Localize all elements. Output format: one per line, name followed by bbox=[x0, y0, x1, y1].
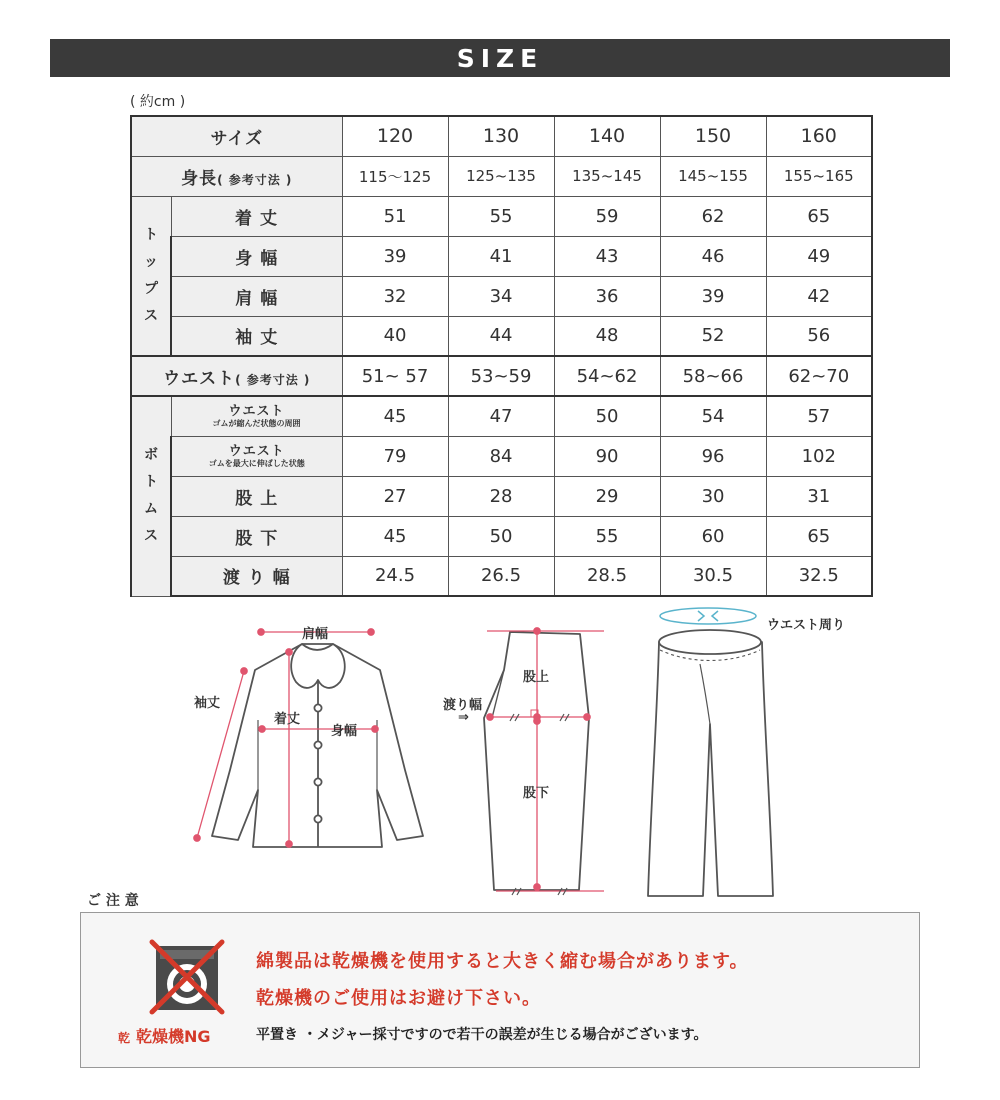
row-label: 着 丈 bbox=[171, 196, 342, 236]
section-char: プ bbox=[144, 280, 158, 297]
body-width-label: 身幅 bbox=[331, 724, 358, 739]
table-cell: 41 bbox=[448, 236, 554, 276]
row-label: 肩 幅 bbox=[171, 276, 342, 316]
garment-illustrations bbox=[0, 600, 1000, 910]
table-cell: 50 bbox=[448, 516, 554, 556]
waist-ref: ( 参考寸法 ) bbox=[235, 372, 311, 387]
table-cell: 43 bbox=[554, 236, 660, 276]
size-header-label: サイズ bbox=[131, 116, 342, 156]
table-cell: 29 bbox=[554, 476, 660, 516]
row-label: 股 下 bbox=[171, 516, 342, 556]
table-cell: 50 bbox=[554, 396, 660, 436]
table-cell: 54 bbox=[660, 396, 766, 436]
table-cell: 48 bbox=[554, 316, 660, 356]
table-row bbox=[131, 236, 872, 276]
table-cell: 57 bbox=[766, 396, 872, 436]
height-label: 身長 bbox=[181, 168, 218, 189]
table-cell: 24.5 bbox=[342, 556, 448, 596]
table-cell: 52 bbox=[660, 316, 766, 356]
table-cell: 59 bbox=[554, 196, 660, 236]
table-cell: 40 bbox=[342, 316, 448, 356]
table-cell: 125~135 bbox=[448, 156, 554, 196]
height-ref: ( 参考寸法 ) bbox=[217, 172, 293, 187]
table-cell: 44 bbox=[448, 316, 554, 356]
table-cell: 51 bbox=[342, 196, 448, 236]
table-cell: 36 bbox=[554, 276, 660, 316]
table-row bbox=[131, 396, 872, 436]
table-cell: 32 bbox=[342, 276, 448, 316]
table-cell: 54~62 bbox=[554, 356, 660, 396]
waist-around-arrow bbox=[660, 608, 756, 624]
notice-title: ご 注 意 bbox=[87, 893, 139, 909]
table-row bbox=[131, 436, 872, 476]
pants-3d-illustration bbox=[648, 630, 773, 896]
table-cell: 46 bbox=[660, 236, 766, 276]
table-cell: 28 bbox=[448, 476, 554, 516]
table-cell: 32.5 bbox=[766, 556, 872, 596]
table-cell: 45 bbox=[342, 516, 448, 556]
size-header-cell: 150 bbox=[660, 116, 766, 156]
banner-title: SIZE bbox=[456, 43, 544, 73]
height-row-label bbox=[131, 156, 342, 196]
notice-line-1: 綿製品は乾燥機を使用すると大きく縮む場合があります。 bbox=[256, 951, 749, 972]
table-row bbox=[131, 316, 872, 356]
table-cell: 30 bbox=[660, 476, 766, 516]
dryer-ng-symbol: 乾 bbox=[118, 1031, 131, 1045]
section-char: ト bbox=[144, 474, 158, 491]
table-cell: 90 bbox=[554, 436, 660, 476]
size-header-cell: 130 bbox=[448, 116, 554, 156]
size-header-cell: 140 bbox=[554, 116, 660, 156]
waist-row-label bbox=[131, 356, 342, 396]
size-header-cell: 160 bbox=[766, 116, 872, 156]
shoulder-label: 肩幅 bbox=[302, 627, 329, 642]
section-char: ム bbox=[144, 501, 158, 518]
table-cell: 96 bbox=[660, 436, 766, 476]
table-cell: 55 bbox=[448, 196, 554, 236]
size-header-cell: 120 bbox=[342, 116, 448, 156]
table-row bbox=[131, 196, 872, 236]
table-cell: 34 bbox=[448, 276, 554, 316]
table-row bbox=[131, 276, 872, 316]
table-row bbox=[131, 356, 872, 396]
table-cell: 39 bbox=[660, 276, 766, 316]
table-row bbox=[131, 156, 872, 196]
section-char: ス bbox=[144, 528, 158, 545]
section-char: ボ bbox=[144, 447, 158, 464]
table-cell: 31 bbox=[766, 476, 872, 516]
unit-note: ( 約cm ) bbox=[130, 94, 186, 110]
dryer-ng-label bbox=[118, 1024, 211, 1047]
waist-label: ウエスト bbox=[163, 368, 236, 389]
row-label-sub: ゴムが縮んだ状態の周囲 bbox=[212, 418, 301, 428]
table-row bbox=[131, 476, 872, 516]
bottoms-section-label bbox=[131, 396, 171, 596]
table-cell: 51~ 57 bbox=[342, 356, 448, 396]
table-cell: 30.5 bbox=[660, 556, 766, 596]
row-label: 渡 り 幅 bbox=[171, 556, 342, 596]
row-label: 股 上 bbox=[171, 476, 342, 516]
waist-around-label: ウエスト周り bbox=[767, 618, 846, 633]
table-cell: 115〜125 bbox=[342, 156, 448, 196]
table-cell: 55 bbox=[554, 516, 660, 556]
table-cell: 60 bbox=[660, 516, 766, 556]
tops-section-label bbox=[131, 196, 171, 356]
table-cell: 27 bbox=[342, 476, 448, 516]
row-label-sub: ゴムを最大に伸ばした状態 bbox=[208, 458, 305, 468]
table-cell: 28.5 bbox=[554, 556, 660, 596]
notice-line-2: 乾燥機のご使用はお避け下さい。 bbox=[256, 988, 541, 1009]
table-cell: 56 bbox=[766, 316, 872, 356]
table-row bbox=[131, 556, 872, 596]
dryer-ng-text: 乾燥機NG bbox=[136, 1027, 211, 1046]
row-label: 袖 丈 bbox=[171, 316, 342, 356]
row-label-main: ウエスト bbox=[228, 443, 285, 459]
table-row bbox=[131, 516, 872, 556]
thigh-arrow: ⇒ bbox=[458, 710, 469, 725]
table-cell: 26.5 bbox=[448, 556, 554, 596]
table-cell: 155~165 bbox=[766, 156, 872, 196]
notice-line-3: 平置き ・メジャー採寸ですので若干の誤差が生じる場合がございます。 bbox=[256, 1027, 708, 1043]
table-cell: 58~66 bbox=[660, 356, 766, 396]
section-char: ッ bbox=[144, 253, 158, 270]
table-cell: 145~155 bbox=[660, 156, 766, 196]
sleeve-label: 袖丈 bbox=[194, 696, 221, 711]
table-cell: 62~70 bbox=[766, 356, 872, 396]
table-row bbox=[131, 116, 872, 156]
row-label bbox=[171, 396, 342, 436]
table-cell: 65 bbox=[766, 516, 872, 556]
table-cell: 49 bbox=[766, 236, 872, 276]
rise-label: 股上 bbox=[523, 670, 550, 685]
section-char: ト bbox=[144, 226, 158, 243]
row-label: 身 幅 bbox=[171, 236, 342, 276]
length-label: 着丈 bbox=[274, 712, 301, 727]
tumble-dryer-icon bbox=[148, 938, 226, 1016]
inseam-label: 股下 bbox=[523, 786, 550, 801]
thigh-label: 渡り幅 bbox=[443, 698, 483, 713]
table-cell: 53~59 bbox=[448, 356, 554, 396]
size-banner bbox=[50, 39, 950, 77]
section-char: ス bbox=[144, 307, 158, 324]
table-cell: 135~145 bbox=[554, 156, 660, 196]
table-cell: 79 bbox=[342, 436, 448, 476]
table-cell: 39 bbox=[342, 236, 448, 276]
table-cell: 62 bbox=[660, 196, 766, 236]
row-label-main: ウエスト bbox=[228, 403, 285, 419]
table-cell: 102 bbox=[766, 436, 872, 476]
table-cell: 84 bbox=[448, 436, 554, 476]
size-table bbox=[130, 115, 873, 597]
table-cell: 47 bbox=[448, 396, 554, 436]
table-cell: 45 bbox=[342, 396, 448, 436]
row-label bbox=[171, 436, 342, 476]
table-cell: 42 bbox=[766, 276, 872, 316]
table-cell: 65 bbox=[766, 196, 872, 236]
measurement-diagrams bbox=[0, 600, 1000, 910]
